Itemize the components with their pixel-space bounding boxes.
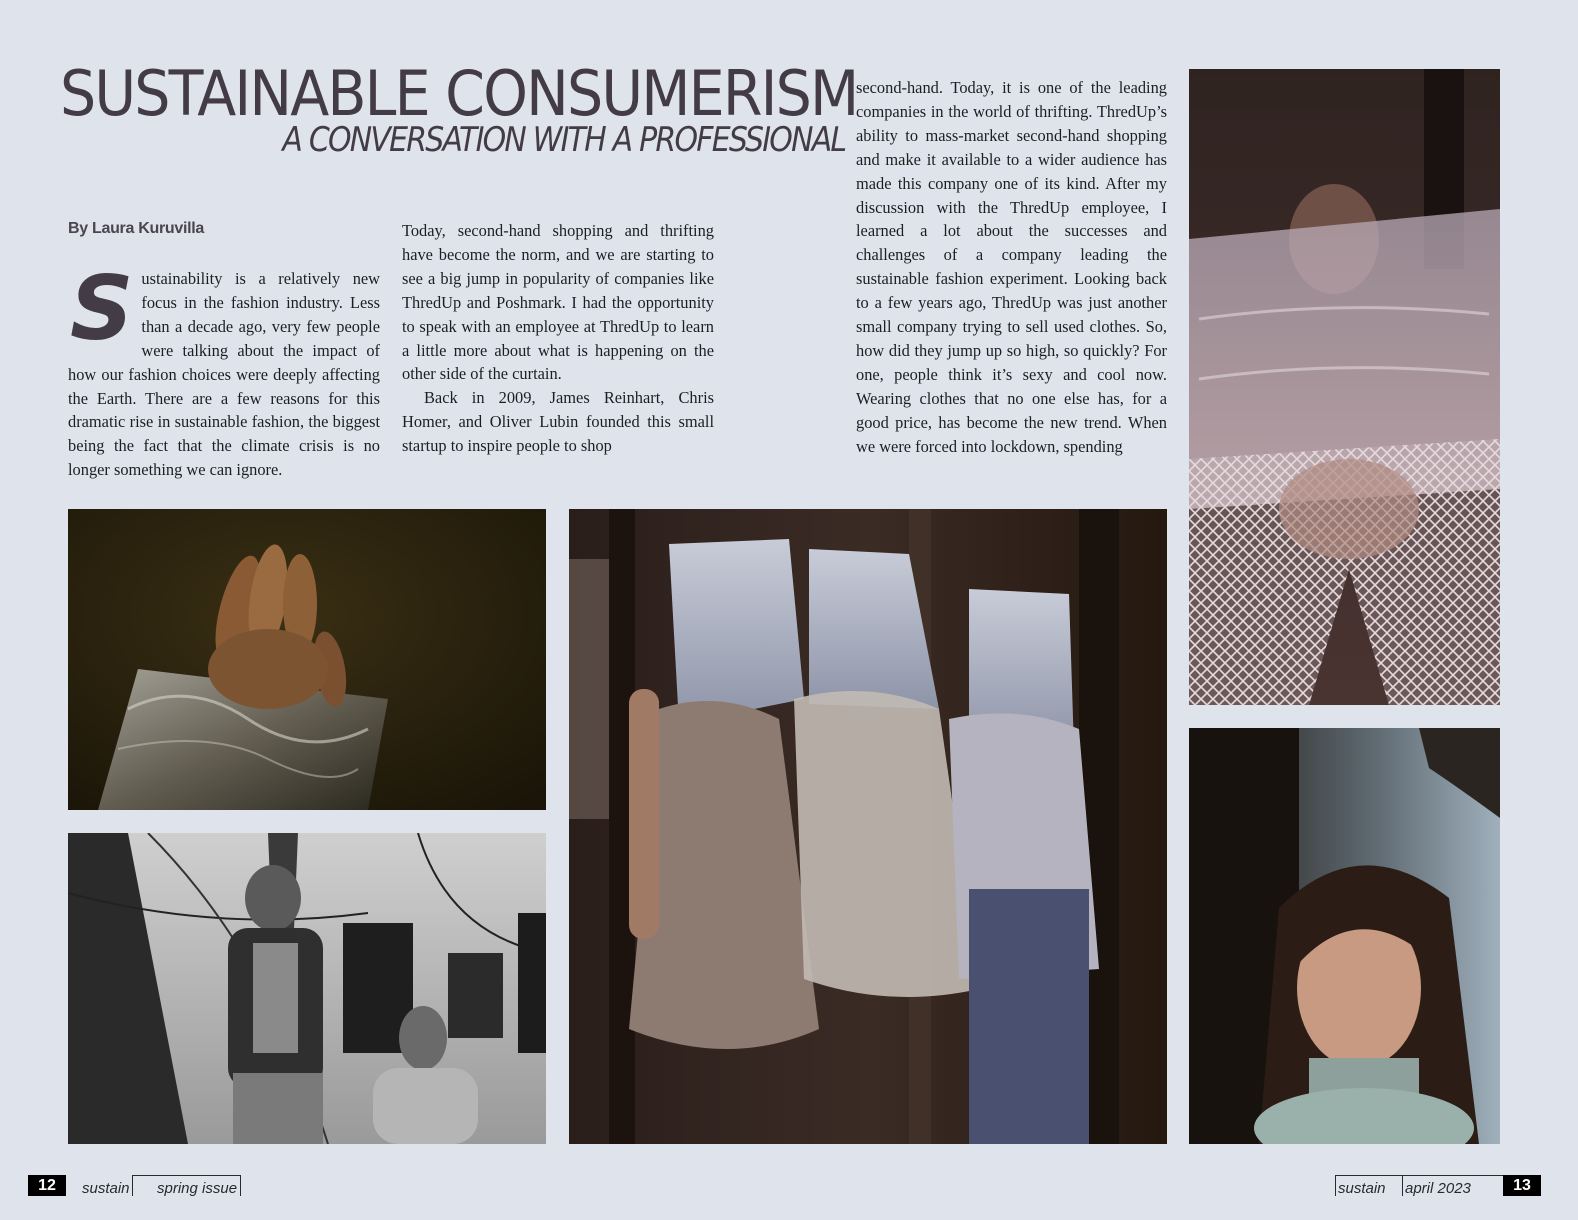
footer-magazine-right: sustain (1338, 1180, 1386, 1197)
photo-bw-forest-clothesline (68, 833, 546, 1144)
photo-hand-in-plastic (68, 509, 546, 810)
footer-magazine-left: sustain (82, 1180, 130, 1197)
photo-woman-portrait (1189, 728, 1500, 1144)
text-column-1 (68, 267, 380, 487)
footer-rule (132, 1175, 241, 1176)
article-subtitle: A CONVERSATION WITH A PROFESSIONAL (282, 120, 846, 160)
footer-divider (132, 1175, 133, 1196)
footer-divider (1335, 1175, 1336, 1196)
text-column-2 (402, 219, 714, 487)
photo-figures-plastic-bags (569, 509, 1167, 1144)
paragraph: second-hand. Today, it is one of the leading companies in the world of thrifting. ThredUp’s ability to mass-market second-hand shopping and make it available to a wider audience has made this company one of its kind. After my discussion with the ThredUp employee, I learned a lot about the successes and challenges of a company leading the sustainable fashion experiment. Looking back to a few years ago, ThredUp was just another small company trying to sell used clothes. So, how did they jump up so high, so quickly? For one, people think it’s sexy and cool now. Wearing clothes that no one else has, for a good price, has become the new trend. When we were forced into lockdown, spending (856, 78, 1167, 456)
paragraph: ustainability is a relatively new focus in the fashion industry. Less than a decade ago, very few people were talking about the impact of how our fashion choices were deeply affecting the Earth. There are a few reasons for this dramatic rise in sustainable fashion, the biggest being the fact that the climate crisis is no longer something we can ignore. (68, 269, 380, 480)
drop-cap: S (70, 267, 134, 360)
byline: By Laura Kuruvilla (68, 220, 204, 237)
paragraph: Today, second-hand shopping and thrifting have become the norm, and we are starting to see a big jump in popularity of companies like ThredUp and Poshmark. I had the opportunity to speak with an employee at ThredUp to learn a little more about what is happening on the other side of the curtain. (402, 221, 714, 384)
footer-date: april 2023 (1405, 1180, 1471, 1197)
article-title: SUSTAINABLE CONSUMERISM (60, 57, 858, 130)
page-number-right: 13 (1503, 1175, 1541, 1196)
text-column-3 (856, 76, 1167, 487)
page-number-left: 12 (28, 1175, 66, 1196)
paragraph: Back in 2009, James Reinhart, Chris Homer, and Oliver Lubin founded this small startup to inspire people to shop (402, 388, 714, 456)
photo-mesh-plastic-portrait (1189, 69, 1500, 705)
footer-divider (240, 1175, 241, 1196)
footer-rule (1335, 1175, 1503, 1176)
footer-issue: spring issue (157, 1180, 238, 1197)
footer-divider (1402, 1175, 1403, 1196)
